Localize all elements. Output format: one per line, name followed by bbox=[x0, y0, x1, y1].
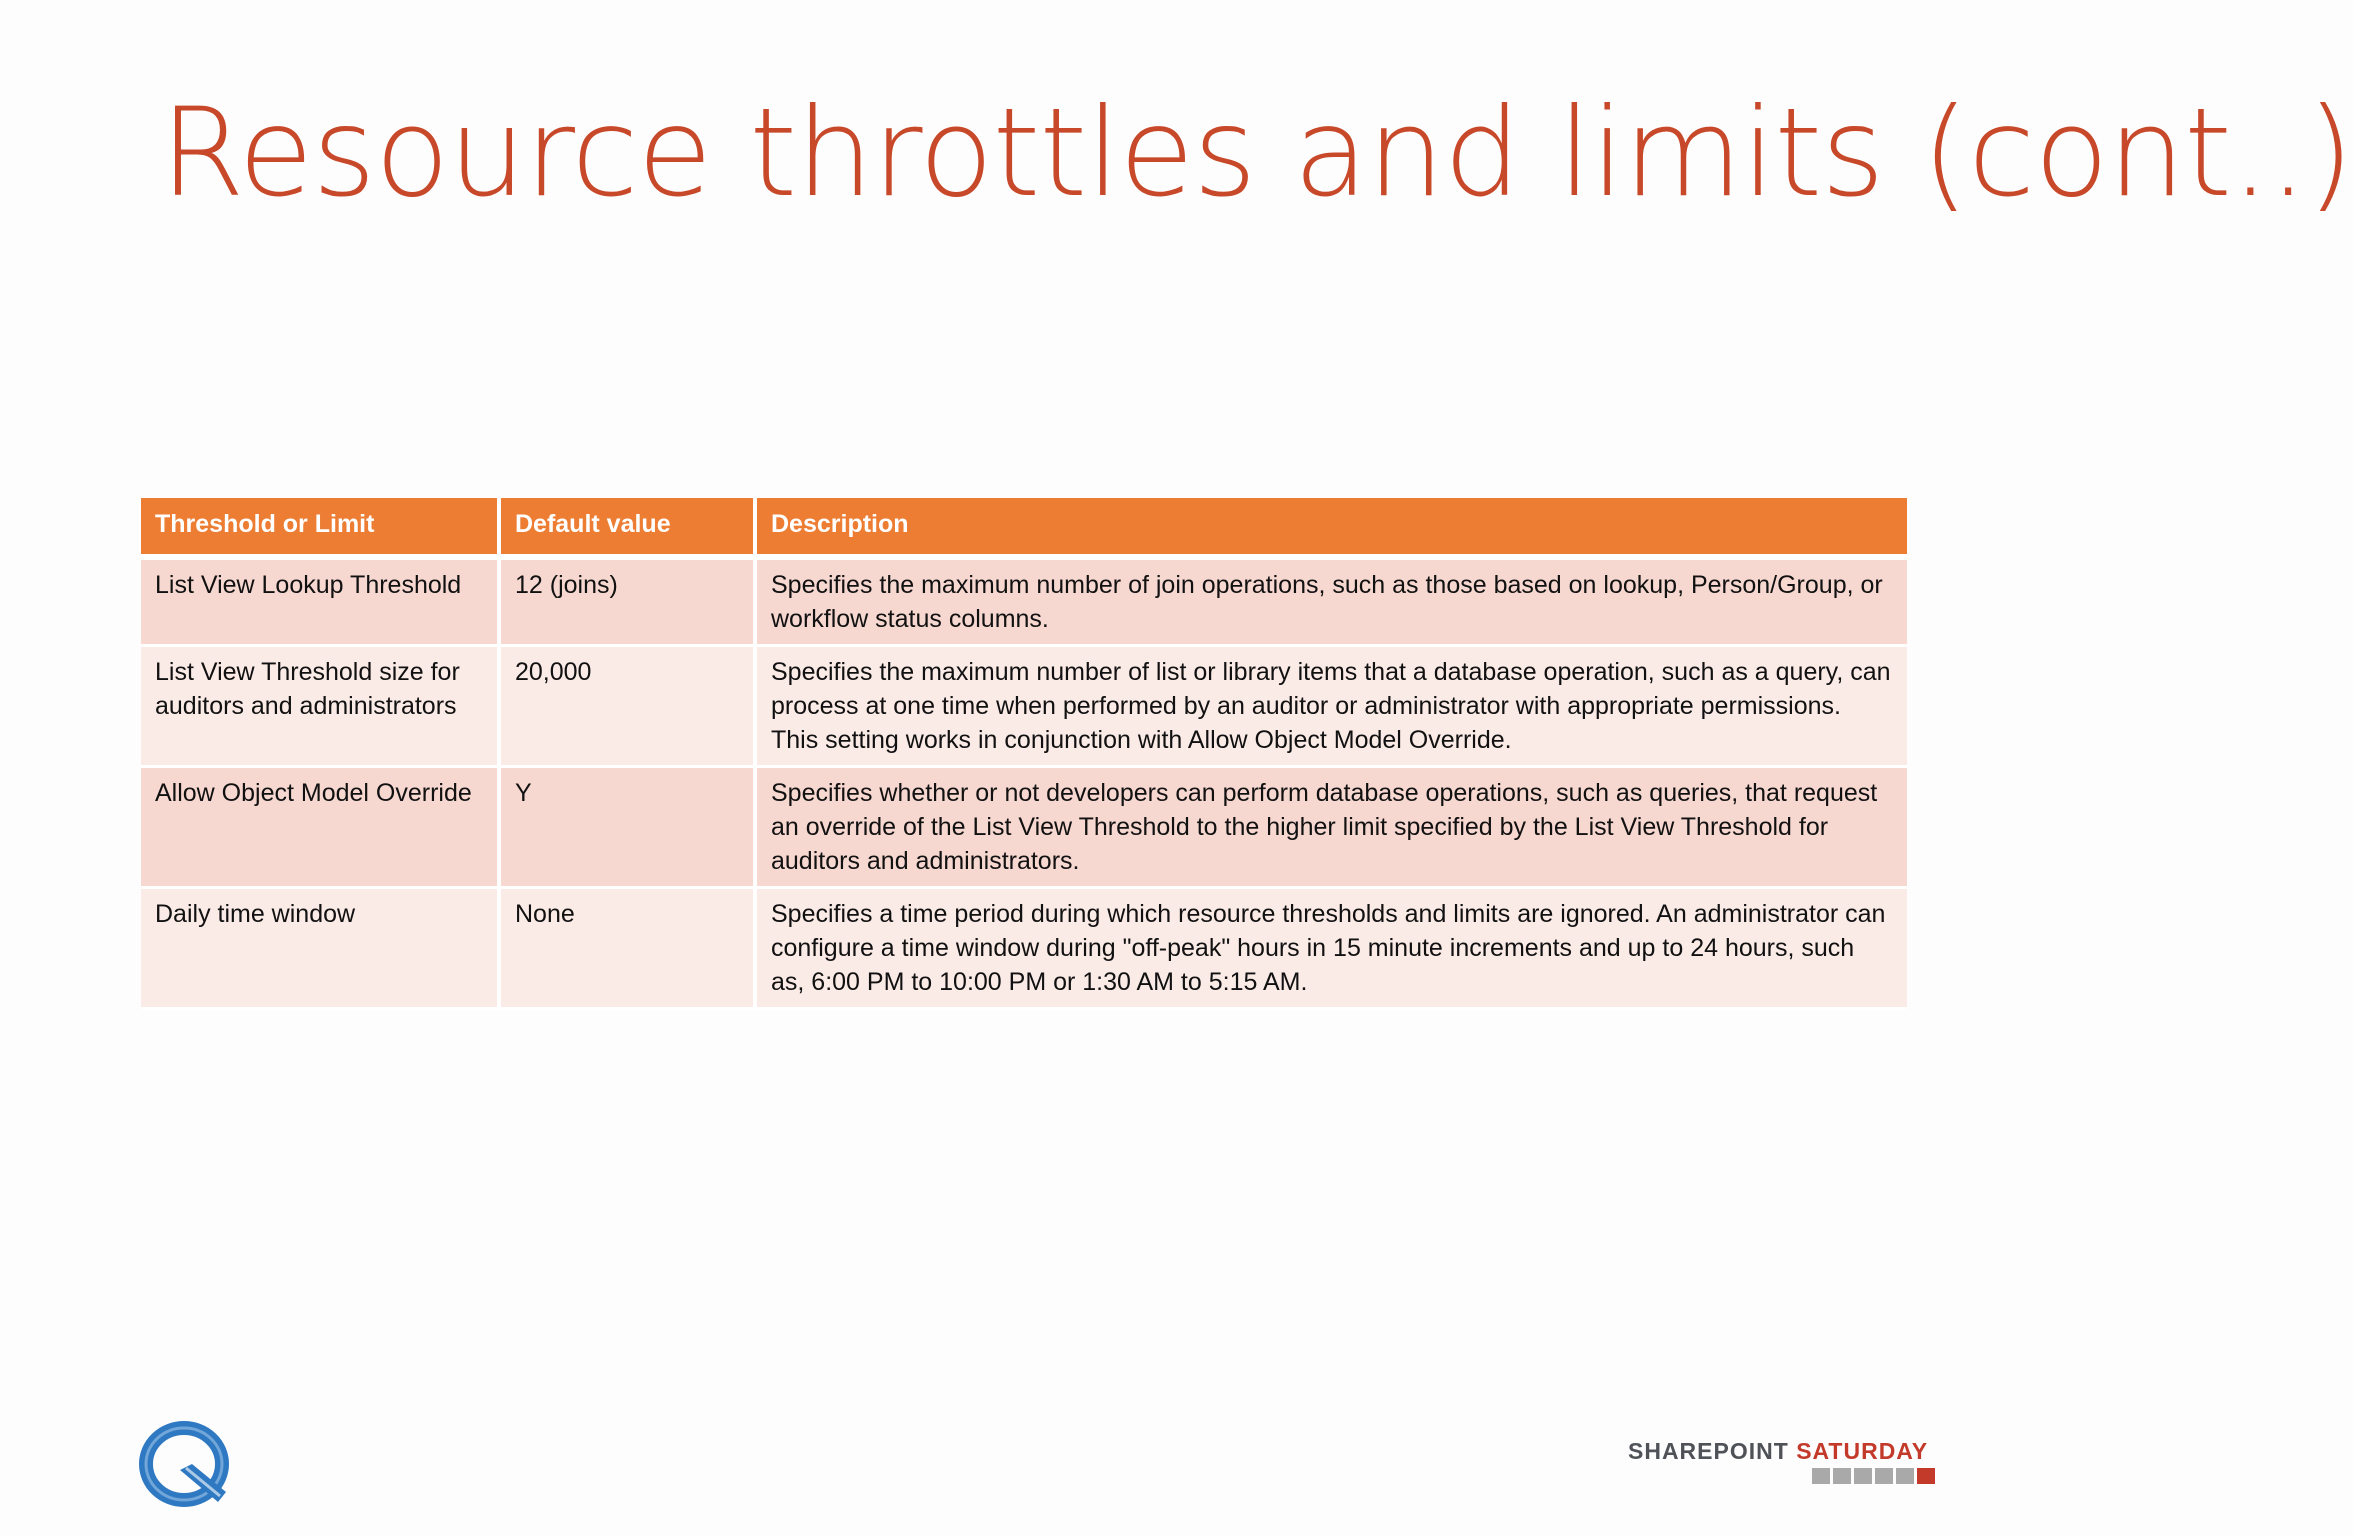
q-swirl-logo-icon bbox=[140, 1418, 232, 1510]
table-header-row bbox=[141, 498, 1907, 557]
cell-limit: List View Lookup Threshold bbox=[141, 557, 499, 646]
table-row bbox=[141, 646, 1907, 767]
cell-default: Y bbox=[499, 767, 755, 888]
cell-description: Specifies a time period during which resource thresholds and limits are ignored. An administrator can configure a time window during "off-peak" hours in 15 minute increments and up to 24 hours, such as, 6:00 PM to 10:00 PM or 1:30 AM to 5:15 AM. bbox=[755, 888, 1907, 1009]
sponsor-logo-word2: SATURDAY bbox=[1796, 1438, 1929, 1464]
column-header-threshold: Threshold or Limit bbox=[141, 498, 499, 557]
cell-limit: Allow Object Model Override bbox=[141, 767, 499, 888]
limits-table bbox=[141, 498, 1907, 1010]
column-header-description: Description bbox=[755, 498, 1907, 557]
slide-title: Resource throttles and limits (cont..) bbox=[160, 82, 2353, 224]
table-row bbox=[141, 557, 1907, 646]
cell-description: Specifies whether or not developers can perform database operations, such as queries, that request an override of the List View Threshold to the higher limit specified by the List View Threshold for auditors and administrators. bbox=[755, 767, 1907, 888]
sponsor-logo-blocks bbox=[1812, 1468, 1935, 1484]
cell-limit: Daily time window bbox=[141, 888, 499, 1009]
sponsor-logo-word1: SHAREPOINT bbox=[1628, 1438, 1789, 1464]
cell-limit: List View Threshold size for auditors and administrators bbox=[141, 646, 499, 767]
cell-description: Specifies the maximum number of list or library items that a database operation, such as a query, can process at one time when performed by an auditor or administrator with appropriate permissions. This setting works in conjunction with Allow Object Model Override. bbox=[755, 646, 1907, 767]
cell-default: 20,000 bbox=[499, 646, 755, 767]
column-header-default: Default value bbox=[499, 498, 755, 557]
table-row bbox=[141, 767, 1907, 888]
cell-default: 12 (joins) bbox=[499, 557, 755, 646]
table-row bbox=[141, 888, 1907, 1009]
cell-default: None bbox=[499, 888, 755, 1009]
cell-description: Specifies the maximum number of join operations, such as those based on lookup, Person/Group, or workflow status columns. bbox=[755, 557, 1907, 646]
sharepoint-saturday-logo bbox=[1628, 1438, 1958, 1488]
